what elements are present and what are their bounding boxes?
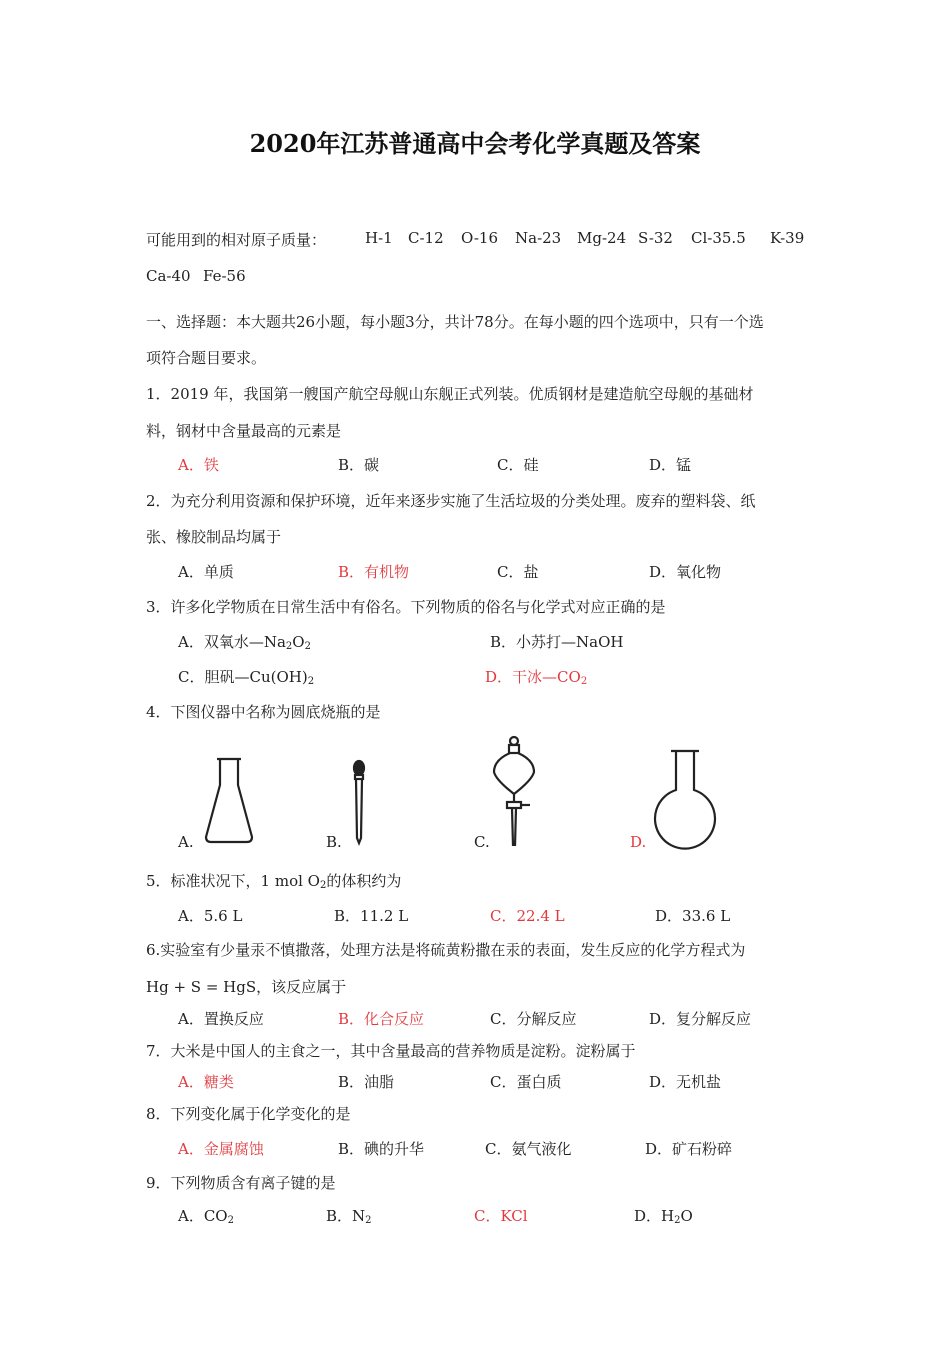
question-8-option-d: D．矿石粉碎: [645, 1140, 733, 1158]
atomic-mass-item: Ca-40: [146, 267, 191, 285]
question-5-option-d: D．33.6 L: [655, 907, 731, 925]
question-3-option-b: B．小苏打—NaOH: [490, 633, 624, 651]
question-6-option-c: C．分解反应: [490, 1010, 577, 1028]
question-2-stem: 2．为充分利用资源和保护环境，近年来逐步实施了生活垃圾的分类处理。废弃的塑料袋、纸: [146, 492, 756, 510]
question-6-stem-cont: Hg + S = HgS，该反应属于: [146, 978, 347, 996]
question-2-stem-cont: 张、橡胶制品均属于: [146, 528, 282, 546]
atomic-mass-item: C-12: [408, 229, 444, 247]
question-3-stem: 3．许多化学物质在日常生活中有俗名。下列物质的俗名与化学式对应正确的是: [146, 598, 666, 616]
question-8-option-b: B．碘的升华: [338, 1140, 425, 1158]
question-8-stem: 8．下列变化属于化学变化的是: [146, 1105, 351, 1123]
question-1-stem: 1．2019 年，我国第一艘国产航空母舰山东舰正式列装。优质钢材是建造航空母舰的基础材: [146, 385, 754, 403]
question-5-option-c: C．22.4 L: [490, 907, 565, 925]
conical-flask-icon: [203, 757, 255, 845]
separatory-funnel-icon: [490, 734, 548, 850]
question-2-option-d: D．氧化物: [649, 563, 722, 581]
section-heading: 一、选择题：本大题共26小题，每小题3分，共计78分。在每小题的四个选项中，只有一个选: [146, 313, 764, 331]
question-7-option-b: B．油脂: [338, 1073, 395, 1091]
atomic-mass-item: Na-23: [515, 229, 562, 247]
atomic-mass-item: Mg-24: [577, 229, 627, 247]
question-6-option-a: A．置换反应: [178, 1010, 264, 1028]
question-2-option-b: B．有机物: [338, 563, 410, 581]
question-3-option-c: C．胆矾$—Cu(OH)_2$: [178, 668, 315, 687]
question-4-option-d: D.: [630, 833, 647, 851]
question-7-option-c: C．蛋白质: [490, 1073, 562, 1091]
question-9-option-c: C．KCl: [474, 1207, 528, 1225]
question-5-stem: 5．标准状况下，1 mol $O_2$的体积约为: [146, 872, 402, 891]
round-bottom-flask-icon: [653, 748, 719, 852]
question-7-option-d: D．无机盐: [649, 1073, 722, 1091]
question-2-option-a: A．单质: [178, 563, 234, 581]
question-8-option-a: A．金属腐蚀: [178, 1140, 264, 1158]
question-2-option-c: C．盐: [497, 563, 539, 581]
question-3-option-a: A．双氧水$—Na_2O_2$: [178, 633, 311, 652]
atomic-mass-label: 可能用到的相对原子质量：: [146, 231, 327, 249]
atomic-mass-item: S-32: [638, 229, 673, 247]
question-1-stem-cont: 料，钢材中含量最高的元素是: [146, 422, 342, 440]
question-1-option-a: A．铁: [178, 456, 219, 474]
atomic-mass-item: Fe-56: [203, 267, 246, 285]
page-title: 2020年江苏普通高中会考化学真题及答案: [249, 129, 701, 158]
question-9-option-a: A．$CO_2$: [178, 1207, 234, 1226]
question-4-option-b: B.: [326, 833, 342, 851]
question-6-stem: 6.实验室有少量汞不慎撒落，处理方法是将硫黄粉撒在汞的表面，发生反应的化学方程式为: [146, 941, 746, 959]
question-5-option-a: A．5.6 L: [178, 907, 243, 925]
question-7-option-a: A．糖类: [178, 1073, 234, 1091]
section-heading-cont: 项符合题目要求。: [146, 349, 267, 367]
question-9-option-b: B．$N_2$: [326, 1207, 372, 1226]
question-4-option-a: A.: [178, 833, 194, 851]
question-8-option-c: C．氨气液化: [485, 1140, 572, 1158]
question-9-stem: 9．下列物质含有离子键的是: [146, 1174, 336, 1192]
question-6-option-b: B．化合反应: [338, 1010, 425, 1028]
atomic-mass-item: H-1: [365, 229, 393, 247]
atomic-mass-item: O-16: [461, 229, 499, 247]
question-4-option-c: C.: [474, 833, 490, 851]
question-7-stem: 7．大米是中国人的主食之一，其中含量最高的营养物质是淀粉。淀粉属于: [146, 1042, 636, 1060]
question-3-option-d: D．干冰$—CO_2$: [485, 668, 588, 687]
question-9-option-d: D．$H_2O$: [634, 1207, 693, 1226]
atomic-mass-item: Cl-35.5: [691, 229, 746, 247]
dropper-icon: [350, 758, 368, 844]
question-1-option-d: D．锰: [649, 456, 692, 474]
question-1-option-c: C．硅: [497, 456, 539, 474]
question-1-option-b: B．碳: [338, 456, 380, 474]
question-6-option-d: D．复分解反应: [649, 1010, 752, 1028]
question-4-stem: 4．下图仪器中名称为圆底烧瓶的是: [146, 703, 381, 721]
question-5-option-b: B．11.2 L: [334, 907, 409, 925]
atomic-mass-item: K-39: [770, 229, 805, 247]
